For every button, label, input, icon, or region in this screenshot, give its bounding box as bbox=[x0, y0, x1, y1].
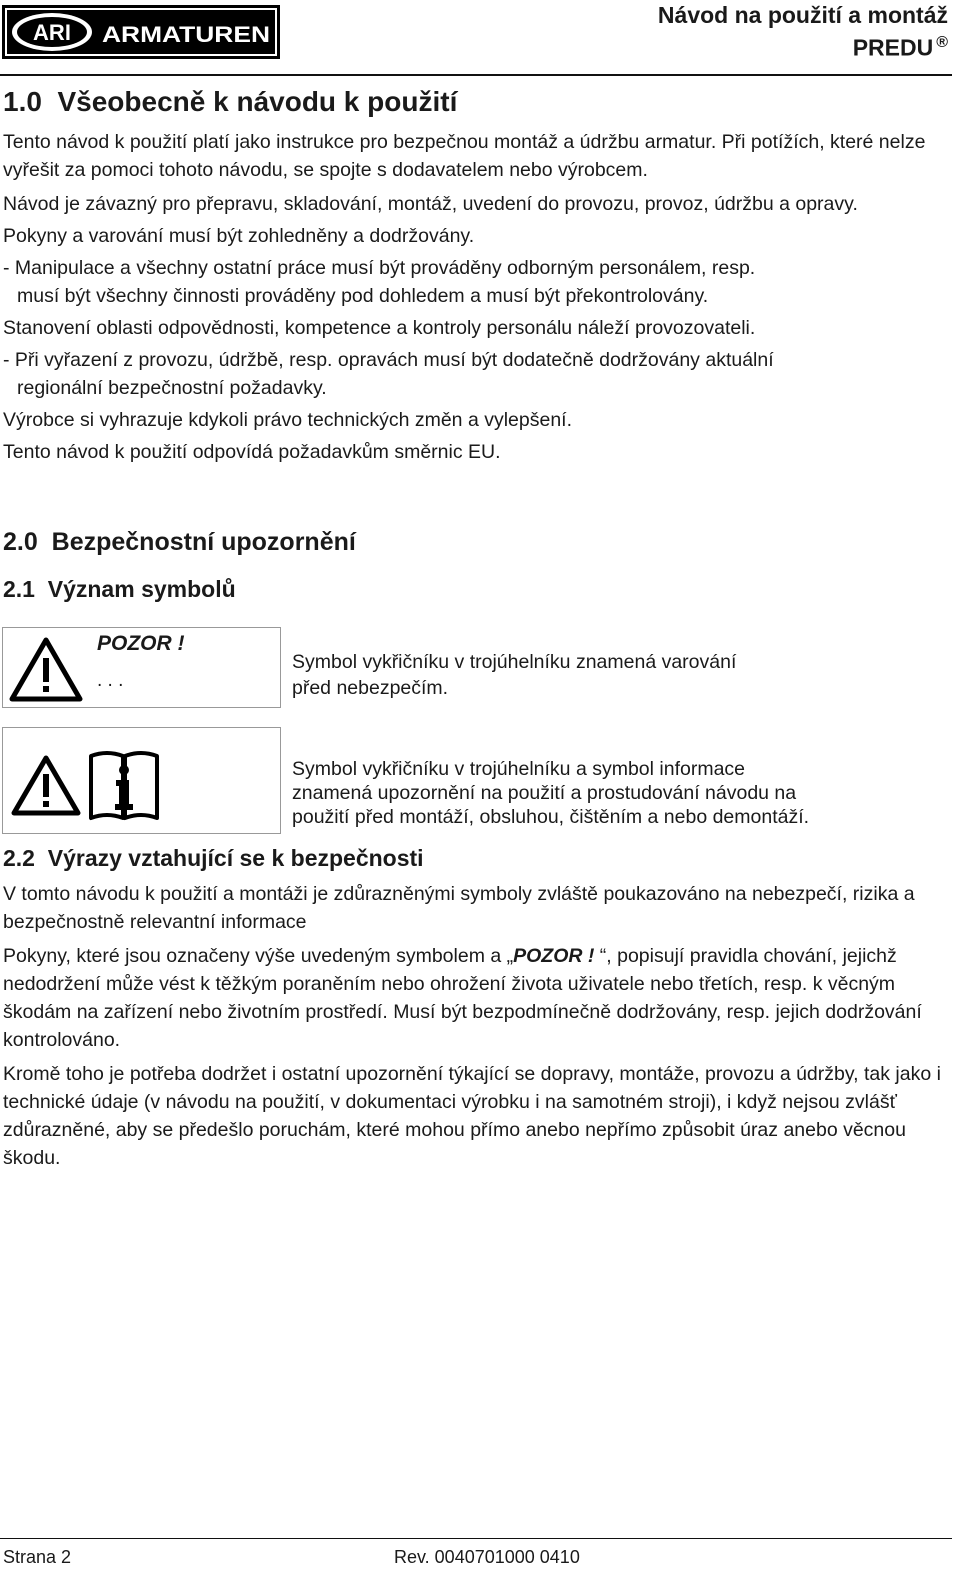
svg-text:ARMATUREN: ARMATUREN bbox=[102, 22, 270, 47]
section-1-heading: 1.0 Všeobecně k návodu k použití bbox=[3, 86, 458, 117]
info-desc-line3: použití před montáží, obsluhou, čištěním a nebo demontáží. bbox=[292, 806, 810, 828]
registered-mark: ® bbox=[936, 34, 948, 51]
section-2-2-body bbox=[3, 880, 951, 1172]
paragraph-pozor bbox=[3, 942, 951, 1054]
paragraph-emphasis: V tomto návodu k použití a montáži je zdůrazněnými symboly zvláště poukazováno na nebezpečí, rizika a bezpečnostně relevantní informace bbox=[3, 883, 915, 933]
pozor-text-post: “, popisují pravidla chování, jejichž nedodržení může vést k těžkým poraněním nebo ohrožení života uživatele nebo třetích, resp. k věcným škodám na zařízení nebo životním prostředí. Musí být bezpodmínečně dodržovány, resp. jejich dodržování kontrolováno. bbox=[3, 945, 922, 1051]
document-title bbox=[548, 2, 948, 62]
warning-label: POZOR ! bbox=[97, 632, 185, 655]
product-name-line bbox=[548, 29, 948, 62]
info-symbol-description bbox=[292, 757, 809, 829]
svg-text:ARI: ARI bbox=[33, 20, 71, 45]
warning-ellipsis: . . . bbox=[97, 670, 124, 691]
bullet-decommission-line2: regionální bezpečnostní požadavky. bbox=[17, 377, 327, 399]
bullet-handling-line2: musí být všechny činnosti prováděny pod dohledem a musí být překontrolovány. bbox=[17, 285, 709, 307]
info-desc-line2: znamená upozornění na použití a prostudování návodu na bbox=[292, 782, 797, 804]
paragraph-binding: Návod je závazný pro přepravu, skladování, montáž, uvedení do provozu, provoz, údržbu a opravy. bbox=[3, 193, 858, 215]
paragraph-intro: Tento návod k použití platí jako instrukce pro bezpečnou montáž a údržbu armatur. Při potížích, které nelze vyřešit za pomoci tohoto návodu, se spojte s dodavatelem nebo výrobcem. bbox=[3, 131, 926, 181]
paragraph-instructions: Pokyny a varování musí být zohledněny a dodržovány. bbox=[3, 225, 475, 247]
page-number: Strana 2 bbox=[3, 1547, 72, 1567]
section-1-body bbox=[3, 128, 951, 466]
info-symbol-box bbox=[2, 727, 281, 834]
product-name: PREDU bbox=[852, 34, 934, 61]
header-rule bbox=[0, 74, 952, 76]
bullet-handling-line1: - Manipulace a všechny ostatní práce musí být prováděny odborným personálem, resp. bbox=[3, 257, 756, 279]
footer-rule bbox=[0, 1538, 952, 1539]
section-2-2-heading: 2.2 Výrazy vztahující se k bezpečnosti bbox=[3, 845, 424, 871]
warning-desc-line2: před nebezpečím. bbox=[292, 677, 449, 699]
revision-number: Rev. 0040701000 0410 bbox=[394, 1547, 580, 1567]
bullet-decommission-line1: - Při vyřazení z provozu, údržbě, resp. opravách musí být dodatečně dodržovány aktuální bbox=[3, 349, 774, 371]
warning-triangle-icon bbox=[11, 754, 81, 821]
info-desc-line1: Symbol vykřičníku v trojúhelníku a symbol informace bbox=[292, 758, 746, 780]
manual-info-icon bbox=[87, 748, 161, 827]
warning-symbol-box bbox=[2, 627, 281, 708]
paragraph-other-notices: Kromě toho je potřeba dodržet i ostatní upozornění týkající se dopravy, montáže, provozu a údržby, tak jako i technické údaje (v návodu na použití, v dokumentaci výrobku i na samotném stroji), i když nejsou zvlášť zdůrazněné, aby se předešlo poruchám, které mohou přímo anebo nepřímo způsobit úraz anebo věcnou škodu. bbox=[3, 1063, 941, 1169]
warning-triangle-icon bbox=[9, 636, 83, 707]
warning-symbol-description bbox=[292, 649, 736, 701]
doc-title-line: Návod na použití a montáž bbox=[657, 2, 948, 28]
section-2-1-heading: 2.1 Význam symbolů bbox=[3, 576, 236, 602]
pozor-text-pre: Pokyny, které jsou označeny výše uvedeným symbolem a „ bbox=[3, 945, 514, 967]
pozor-text-bold: POZOR ! bbox=[513, 945, 595, 967]
paragraph-eu: Tento návod k použití odpovídá požadavkům směrnic EU. bbox=[3, 441, 501, 463]
section-2-heading: 2.0 Bezpečnostní upozornění bbox=[3, 528, 356, 556]
paragraph-responsibility: Stanovení oblasti odpovědnosti, kompetence a kontroly personálu náleží provozovateli. bbox=[3, 317, 756, 339]
paragraph-changes: Výrobce si vyhrazuje kdykoli právo technických změn a vylepšení. bbox=[3, 409, 573, 431]
company-logo bbox=[2, 5, 280, 59]
warning-desc-line1: Symbol vykřičníku v trojúhelníku znamená varování bbox=[292, 651, 737, 673]
